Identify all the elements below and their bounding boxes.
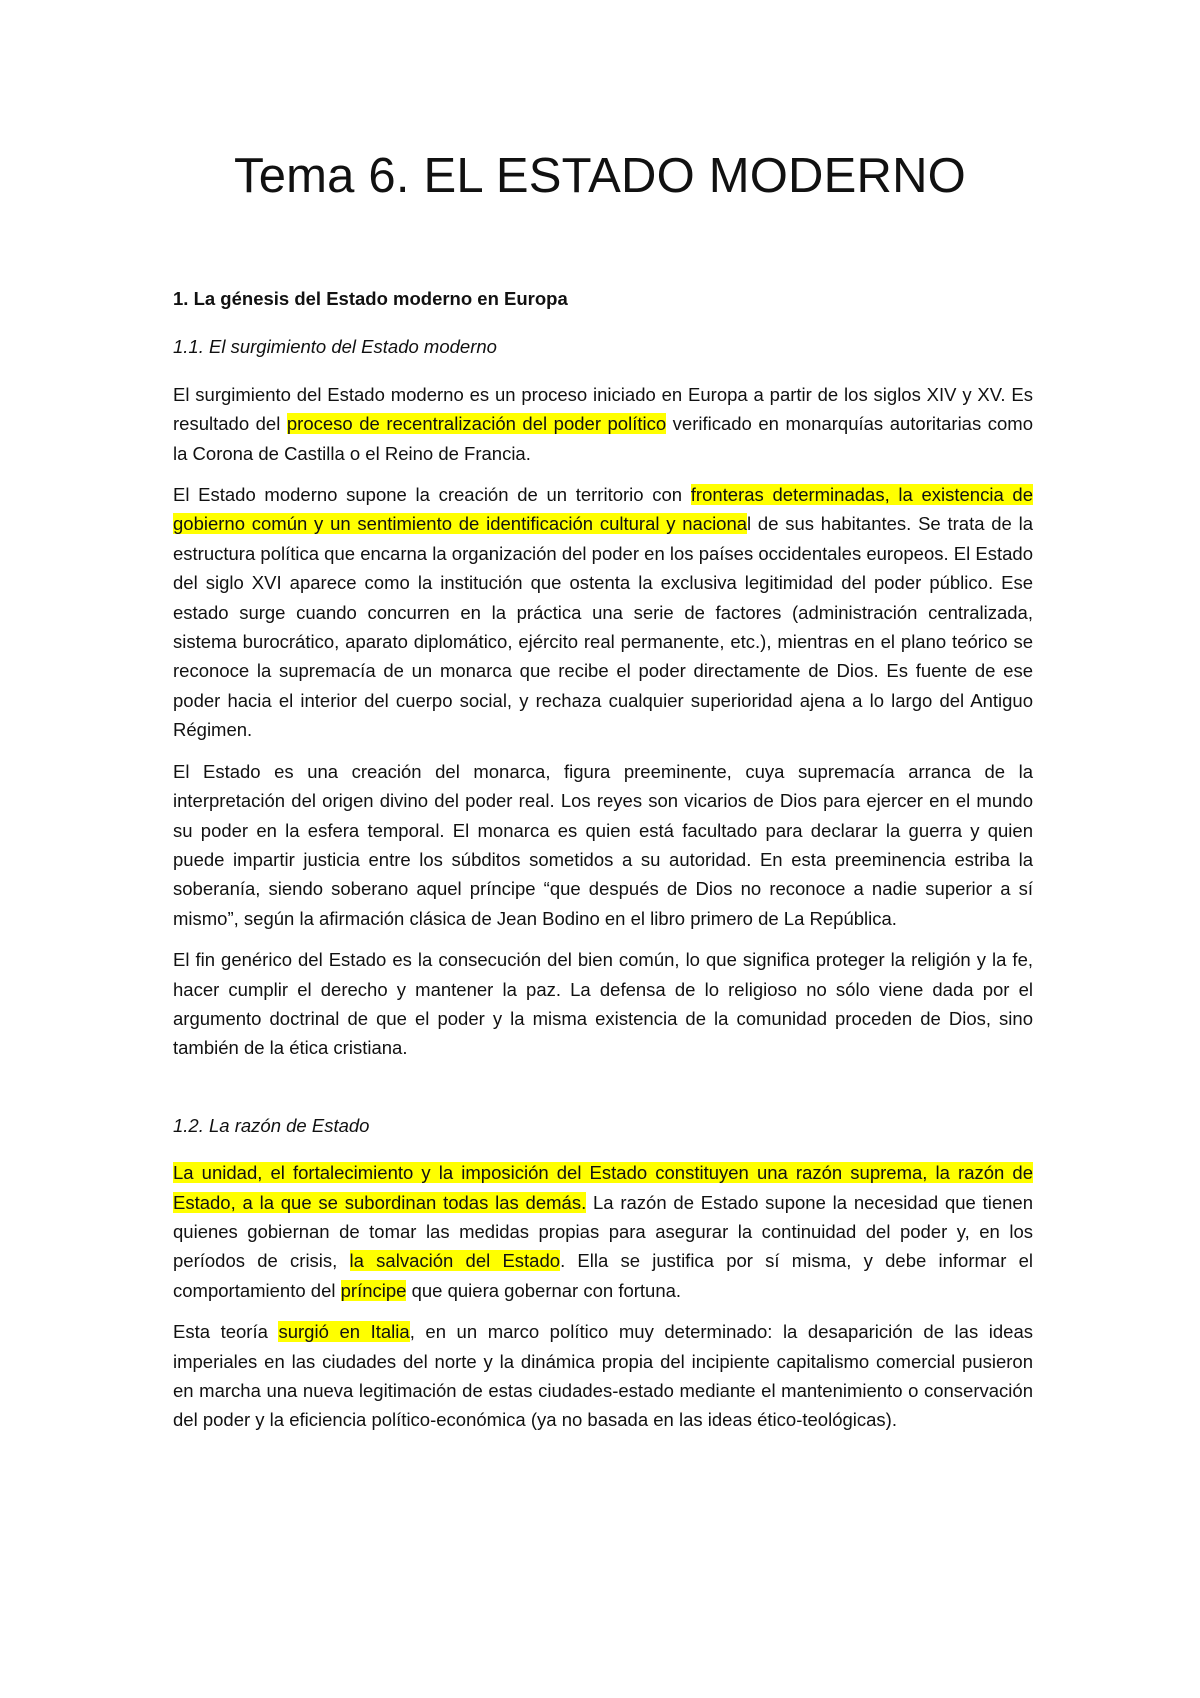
highlighted-text: la salvación del Estado	[349, 1250, 561, 1272]
highlighted-text: surgió en Italia	[278, 1321, 410, 1343]
text-run: Esta teoría	[173, 1321, 279, 1343]
document-title: Tema 6. EL ESTADO MODERNO	[234, 149, 966, 203]
highlighted-text: fronteras determinadas, la existencia de gobierno común y un sentimiento de identificación cultural y naciona	[173, 484, 1034, 535]
section-heading: 1. La génesis del Estado moderno en Europa	[173, 288, 568, 309]
text-run: l de sus habitantes. Se trata de la estructura política que encarna la organización del poder en los países occidentales europeos. El Estado del siglo XVI aparece como la institución que ostenta la exclusiva legitimidad del poder público. Ese estado surge cuando concurren en la práctica una serie de factores (administración centralizada, sistema burocrático, aparato diplomático, ejército real permanente, etc.), mientras en el plano teórico se reconoce la supremacía de un monarca que recibe el poder directamente de Dios. Es fuente de ese poder hacia el interior del cuerpo social, y rechaza cualquier superioridad ajena a lo largo del Antiguo Régimen.	[173, 513, 1033, 741]
subsection-heading: 1.2. La razón de Estado	[173, 1114, 370, 1136]
paragraph: El Estado es una creación del monarca, figura preeminente, cuya supremacía arranca de la interpretación del origen divino del poder real. Los reyes son vicarios de Dios para ejercer en el mundo su poder en la esfera temporal. El monarca es quien está facultado para declarar la guerra y quien puede impartir justicia entre los súbditos sometidos a su autoridad. En esta preeminencia estriba la soberanía, siendo soberano aquel príncipe “que después de Dios no reconoce a nadie superior a sí mismo”, según la afirmación clásica de Jean Bodino en el libro primero de La República.	[173, 760, 1033, 929]
paragraph	[173, 480, 1033, 745]
paragraph	[173, 380, 1033, 468]
text-run: El surgimiento del Estado moderno es un proceso iniciado en Europa a partir de los siglos XIV y XV. Es resultado del	[173, 383, 1033, 435]
text-run: verificado en monarquías autoritarias como la Corona de Castilla o el Reino de Francia.	[173, 413, 1033, 464]
paragraph	[173, 1158, 1033, 1305]
text-run: El Estado moderno supone la creación de un territorio con	[173, 484, 691, 506]
text-run: , en un marco político muy determinado: la desaparición de las ideas imperiales en las ciudades del norte y la dinámica propia del incipiente capitalismo comercial pusieron en marcha una nueva legitimación de estas ciudades-estado mediante el mantenimiento o conservación del poder y la eficiencia político-económica (ya no basada en las ideas ético-teológicas).	[173, 1321, 1034, 1431]
paragraph: El fin genérico del Estado es la consecución del bien común, lo que significa proteger la religión y la fe, hacer cumplir el derecho y mantener la paz. La defensa de lo religioso no sólo viene dada por el argumento doctrinal de que el poder y la misma existencia de la comunidad proceden de Dios, sino también de la ética cristiana.	[173, 949, 1033, 1059]
highlighted-text: La unidad, el fortalecimiento y la imposición del Estado constituyen una razón suprema, la razón de Estado, a la que se subordinan todas las demás.	[173, 1162, 1033, 1213]
document-body	[173, 284, 1033, 1447]
subsection-heading: 1.1. El surgimiento del Estado moderno	[173, 336, 497, 358]
text-run: que quiera gobernar con fortuna.	[406, 1279, 682, 1301]
highlighted-text: proceso de recentralización del poder político	[286, 413, 667, 435]
highlighted-text: príncipe	[340, 1279, 407, 1301]
text-run: La razón de Estado supone la necesidad que tienen quienes gobiernan de tomar las medidas propias para asegurar la continuidad del poder y, en los períodos de crisis,	[173, 1191, 1034, 1272]
paragraph	[173, 1317, 1033, 1435]
text-run: . Ella se justifica por sí misma, y debe informar el comportamiento del	[173, 1250, 1033, 1301]
